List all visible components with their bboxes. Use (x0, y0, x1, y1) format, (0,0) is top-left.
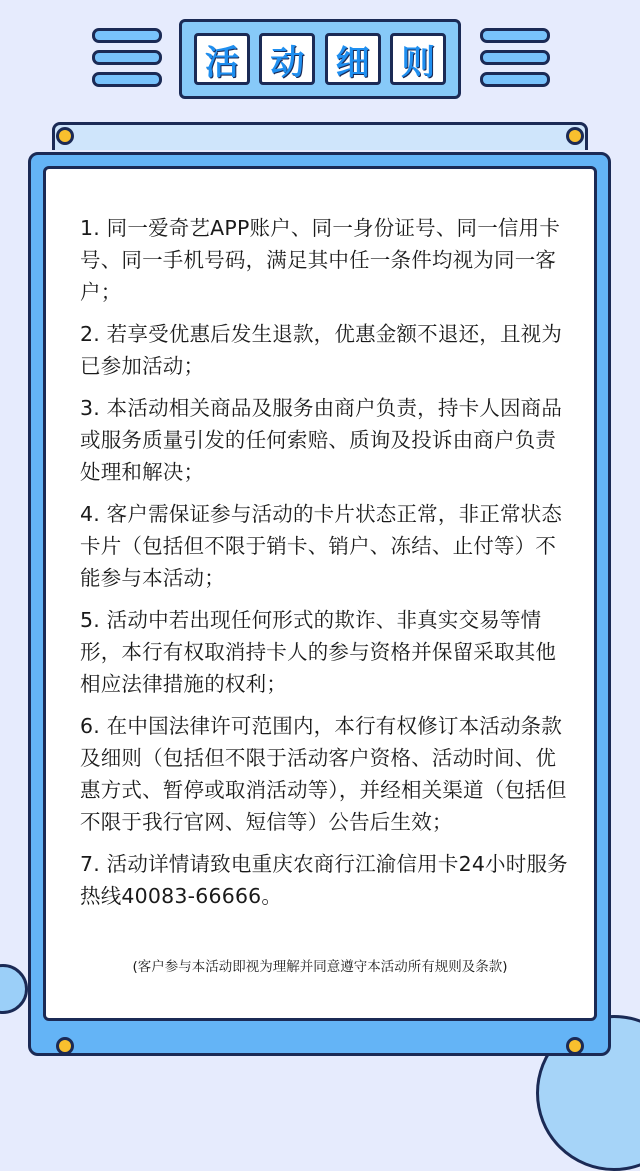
rule-item: 7. 活动详情请致电重庆农商行江渝信用卡24小时服务热线40083-66666。 (80, 852, 568, 908)
title-char: 细 (325, 33, 381, 85)
decor-dot (56, 1037, 74, 1055)
rule-item: 4. 客户需保证参与活动的卡片状态正常，非正常状态卡片（包括但不限于销卡、销户、冻结、止付等）不能参与本活动； (80, 502, 563, 590)
decor-circle-left (0, 964, 28, 1014)
decor-dot (566, 1037, 584, 1055)
page-title (179, 19, 461, 99)
rule-item: 3. 本活动相关商品及服务由商户负责，持卡人因商品或服务质量引发的任何索赔、质询及投诉由商户负责处理和解决； (80, 396, 563, 484)
footer-note: (客户参与本活动即视为理解并同意遵守本活动所有规则及条款) (132, 959, 508, 975)
rule-item: 5. 活动中若出现任何形式的欺诈、非真实交易等情形，本行有权取消持卡人的参与资格并保留采取其他相应法律措施的权利； (80, 608, 557, 696)
header-decor-lines-right (480, 28, 550, 94)
rule-item: 6. 在中国法律许可范围内，本行有权修订本活动条款及细则（包括但不限于活动客户资格、活动时间、优惠方式、暂停或取消活动等），并经相关渠道（包括但不限于我行官网、短信等）公告后生效； (80, 714, 567, 834)
title-char: 则 (390, 33, 446, 85)
rules-list (80, 212, 572, 922)
card-top-tab (52, 122, 588, 150)
decor-dot (56, 127, 74, 145)
rule-item: 2. 若享受优惠后发生退款，优惠金额不退还，且视为已参加活动； (80, 322, 563, 378)
title-char: 动 (259, 33, 315, 85)
rule-item: 1. 同一爱奇艺APP账户、同一身份证号、同一信用卡号、同一手机号码，满足其中任一条件均视为同一客户； (80, 216, 561, 304)
title-char: 活 (194, 33, 250, 85)
decor-dot (566, 127, 584, 145)
header-decor-lines-left (92, 28, 162, 94)
